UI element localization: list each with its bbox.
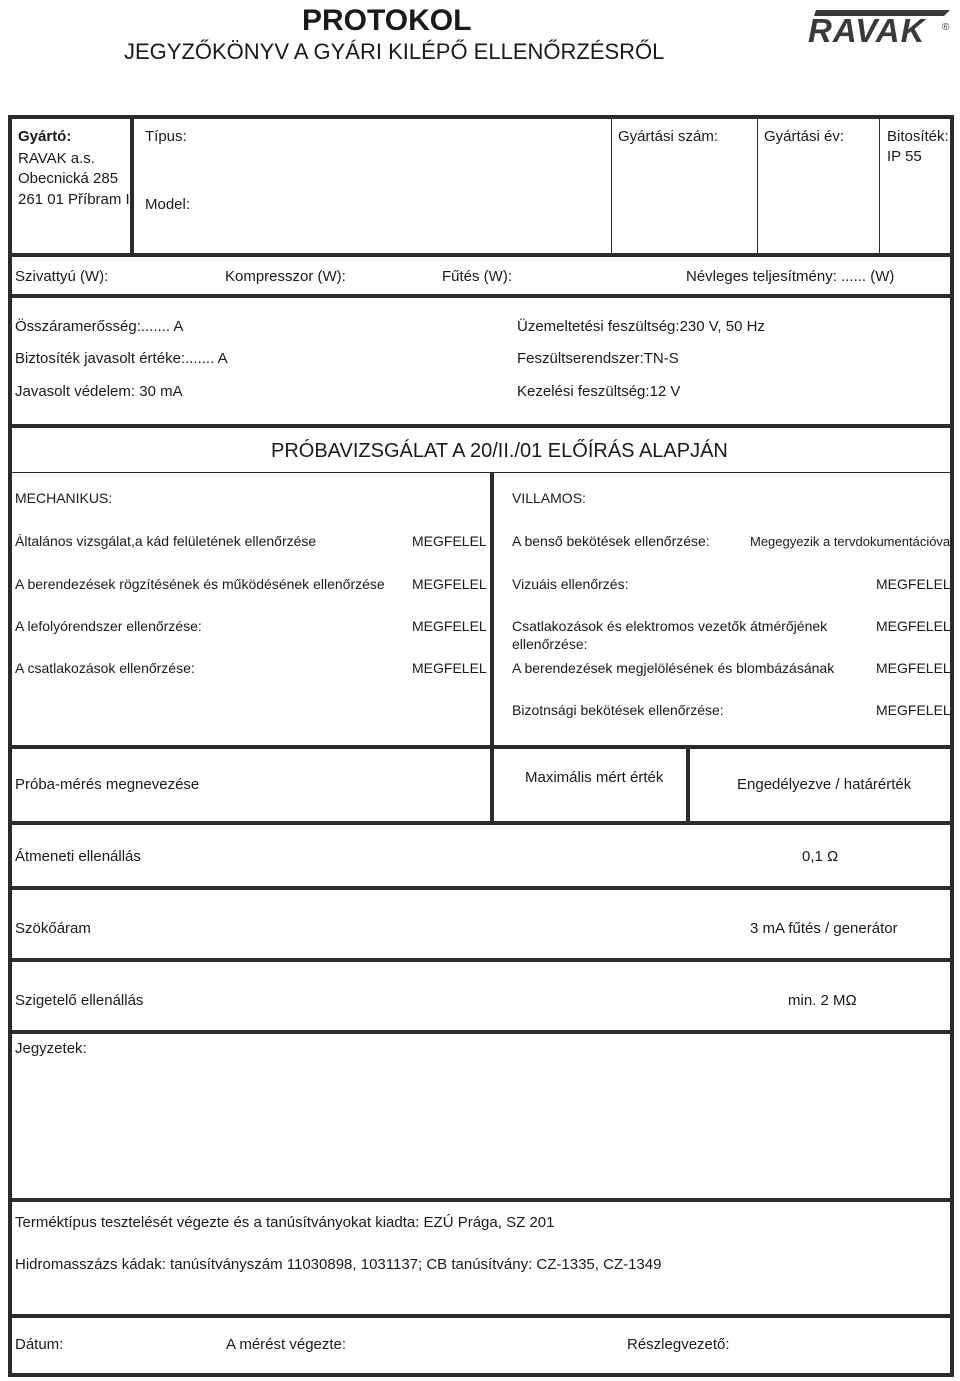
measurement-row-allowed: 3 mA fűtés / generátor — [750, 920, 898, 937]
mechanical-result: MEGFELEL — [412, 660, 487, 676]
column-divider — [130, 115, 134, 257]
electric-item: A benső bekötések ellenőrzése: — [512, 533, 710, 549]
mechanical-label: MECHANIKUS: — [15, 490, 113, 506]
thin-divider — [879, 119, 880, 253]
mechanical-result: MEGFELEL — [412, 618, 487, 634]
separator — [8, 1314, 954, 1318]
manufacturer-name: RAVAK a.s. — [18, 150, 95, 167]
notes-label: Jegyzetek: — [15, 1040, 87, 1057]
model-label: Model: — [145, 196, 191, 213]
mechanical-item: A lefolyórendszer ellenőrzése: — [15, 618, 202, 634]
measurement-row-name: Szigetelő ellenállás — [15, 992, 144, 1009]
measurement-row-name: Átmeneti ellenállás — [15, 848, 141, 865]
protection-value: IP 55 — [887, 148, 922, 165]
electric-result: MEGFELEL — [876, 618, 951, 634]
electric-result: MEGFELEL — [876, 576, 951, 592]
protection-value: Javasolt védelem: 30 mA — [15, 383, 183, 400]
separator — [8, 958, 954, 962]
electric-result: MEGFELEL — [876, 702, 951, 718]
mechanical-item: A csatlakozások ellenőrzése: — [15, 660, 195, 676]
mechanical-item: A berendezések rögzítésének és működésének ellenőrzése — [15, 576, 385, 592]
separator — [8, 253, 954, 257]
certification-line: Terméktípus tesztelését végezte és a tanúsítványokat kiadta: EZÚ Prága, SZ 201 — [15, 1214, 555, 1231]
separator — [8, 1198, 954, 1202]
electric-item: Vizuáis ellenőrzés: — [512, 576, 629, 592]
control-voltage: Kezelési feszültség:12 V — [517, 383, 681, 400]
manufacturer-label: Gyártó: — [18, 128, 72, 145]
protection-label: Bitosíték: — [887, 128, 949, 145]
thin-divider — [12, 472, 950, 473]
electric-result: Megegyezik a tervdokumentációval — [750, 534, 954, 549]
thin-divider — [757, 119, 758, 253]
serial-label: Gyártási szám: — [618, 128, 719, 145]
compressor-label: Kompresszor (W): — [225, 268, 346, 285]
measurement-col-allowed: Engedélyezve / határérték — [737, 776, 912, 793]
operating-voltage: Üzemeltetési feszültség:230 V, 50 Hz — [517, 318, 765, 335]
measurement-row-name: Szökőáram — [15, 920, 91, 937]
separator — [8, 821, 954, 825]
separator — [8, 886, 954, 890]
ravak-logo-icon — [804, 4, 954, 46]
certification-line: Hidromasszázs kádak: tanúsítványszám 11030898, 1031137; CB tanúsítvány: CZ-1335, CZ-1349 — [15, 1256, 662, 1273]
manufacturer-city: 261 01 Příbram I — [18, 191, 130, 208]
column-divider — [490, 472, 494, 749]
separator — [8, 294, 954, 298]
ravak-logo — [804, 4, 954, 46]
page-subtitle: JEGYZŐKÖNYV A GYÁRI KILÉPŐ ELLENŐRZÉSRŐL — [124, 39, 665, 64]
voltage-system: Feszültserendszer:TN-S — [517, 350, 679, 367]
measurement-col-name: Próba-mérés megnevezése — [15, 776, 200, 793]
separator — [8, 1030, 954, 1034]
electric-item: Csatlakozások és elektromos vezetők átmérőjének — [512, 618, 828, 634]
mechanical-result: MEGFELEL — [412, 533, 487, 549]
fuse-value: Biztosíték javasolt értéke:....... A — [15, 350, 228, 367]
page-title: PROTOKOL — [302, 4, 472, 37]
manufacturer-street: Obecnická 285 — [18, 170, 119, 187]
measurement-col-max: Maximális mért érték — [525, 769, 664, 786]
column-divider — [686, 745, 690, 825]
electric-item-continued: ellenőrzése: — [512, 636, 588, 652]
separator — [8, 424, 954, 428]
mechanical-item: Általános vizsgálat,a kád felületének ellenőrzése — [15, 533, 317, 549]
svg-text:RAVAK: RAVAK — [808, 12, 926, 46]
measured-by-label: A mérést végezte: — [226, 1336, 347, 1353]
electric-result: MEGFELEL — [876, 660, 951, 676]
total-current: Összáramerősség:....... A — [15, 318, 184, 335]
rated-power-label: Névleges teljesítmény: ...... (W) — [686, 268, 895, 285]
heating-label: Fűtés (W): — [442, 268, 512, 285]
date-label: Dátum: — [15, 1336, 64, 1353]
mechanical-result: MEGFELEL — [412, 576, 487, 592]
column-divider — [490, 745, 494, 825]
measurement-row-allowed: 0,1 Ω — [802, 848, 839, 865]
manager-label: Részlegvezető: — [627, 1336, 730, 1353]
year-label: Gyártási év: — [764, 128, 845, 145]
test-heading: PRÓBAVIZSGÁLAT A 20/II./01 ELŐÍRÁS ALAPJÁN — [271, 440, 728, 462]
electric-label: VILLAMOS: — [512, 490, 586, 506]
type-label: Típus: — [145, 128, 187, 145]
electric-item: Bizotnsági bekötések ellenőrzése: — [512, 702, 724, 718]
separator — [8, 745, 954, 749]
measurement-row-allowed: min. 2 MΩ — [788, 992, 857, 1009]
pump-label: Szivattyú (W): — [15, 268, 109, 285]
svg-text:®: ® — [942, 22, 950, 33]
electric-item: A berendezések megjelölésének és blombázásának — [512, 660, 835, 676]
thin-divider — [611, 119, 612, 253]
